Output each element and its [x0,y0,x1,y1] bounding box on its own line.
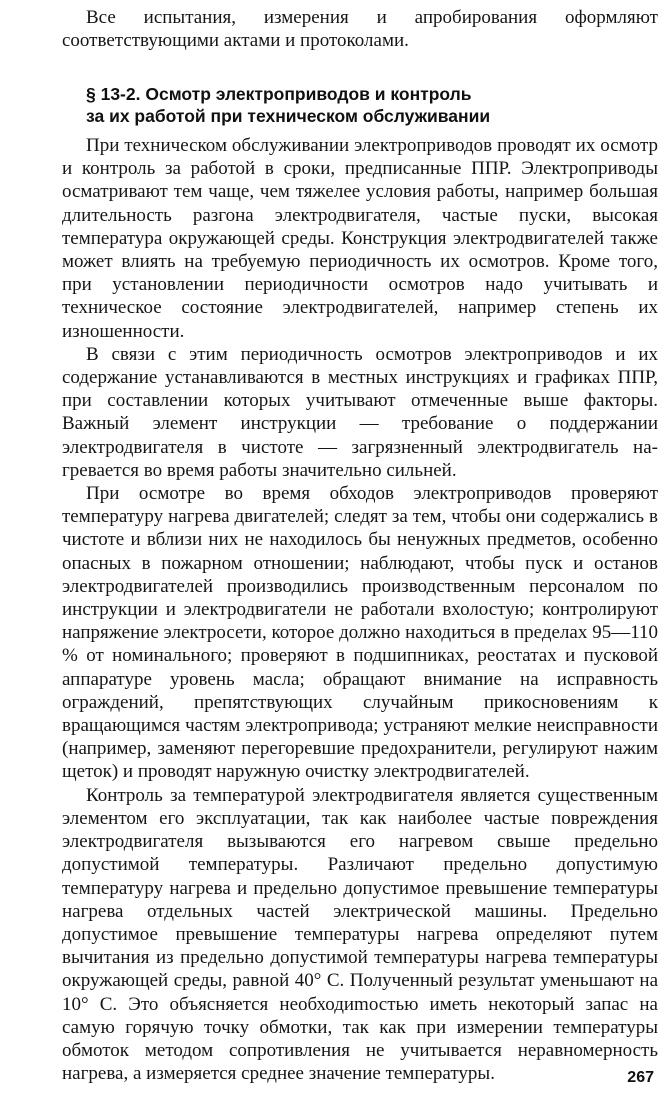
section-heading [86,83,646,127]
page-number: 267 [627,1069,654,1086]
section-heading-line-1: § 13-2. Осмотр электроприводов и контроль [86,84,472,104]
book-page [62,0,658,1100]
section-heading-line-2: за их работой при техническом обслуживании [86,106,491,126]
paragraph-local-instructions: В связи с этим периодичность осмотров электроприводов и их содержание устанавливаются в местных инструкциях и графиках ППР, при составлении которых учитывают отмеченные выше факторы. Важный элемент инструкции — требование о поддержании электродвигателя в чистоте — загрязненный электродвигатель нагревается во время работы значительно сильней. [62,343,658,481]
paragraph-temperature-control: Контроль за температурой электродвигателя является существенным элементом его эксплуатации, так как наиболее частые повреждения электродвигателя вызываются его нагревом свыше предельно допустимой температуры. Различают предельно допустимую температуру нагрева и предельно допустимое превышение температуры нагрева отдельных частей электрической машины. Предельно допустимое превышение температуры нагрева определяют путем вычитания из предельно допустимой температуры нагрева температуры окружающей среды, равной 40° С. Полученный результат уменьшают на 10° С. Это объясняется необходиmостью иметь некоторый запас на самую горячую точку обмотки, так как при измерении температуры обмоток методом сопротивления не учитывается неравномерность нагрева, а измеряется среднее значение температуры. [62,784,658,1085]
paragraph-inspection-schedule: При техническом обслуживании электроприводов проводят их осмотр и контроль за работой в сроки, предписанные ППР. Электроприводы осматривают тем чаще, чем тяжелее условия работы, например большая длительность разгона электродвигателя, частые пуски, высокая температура окружающей среды. Конструкция электродвигателей также может влиять на требуемую периодичность их осмотров. Кроме того, при установлении периодичности осмотров надо учитывать и техническое состояние электродвигателей, например степень их изношенности. [62,135,658,342]
lead-paragraph: Все испытания, измерения и апробирования оформляют соответствующими актами и протоколами. [62,7,658,52]
section-body [62,134,658,1085]
paragraph-inspection-checks: При осмотре во время обходов электроприводов проверяют температуру нагрева двигателей; следят за тем, чтобы они содержались в чистоте и вблизи них не находилось бы ненужных предметов, особенно опасных в пожарном отношении; наблюдают, чтобы пуск и останов электродвигателей производились производственным персоналом по инструкции и электродвигатели не работали вхолостую; контролируют напряжение электросети, которое должно находиться в пределах 95—110 % от номинального; проверяют в подшипниках, реостатах и пусковой аппаратуре уровень масла; обращают внимание на исправность ограждений, препятствующих случайным прикосновениям к вращающимся частям электропривода; устраняют мелкие неисправности (например, заменяют перегоревшие предохранители, регулируют нажим щеток) и проводят наружную очистку электродвигателей. [62,483,658,783]
